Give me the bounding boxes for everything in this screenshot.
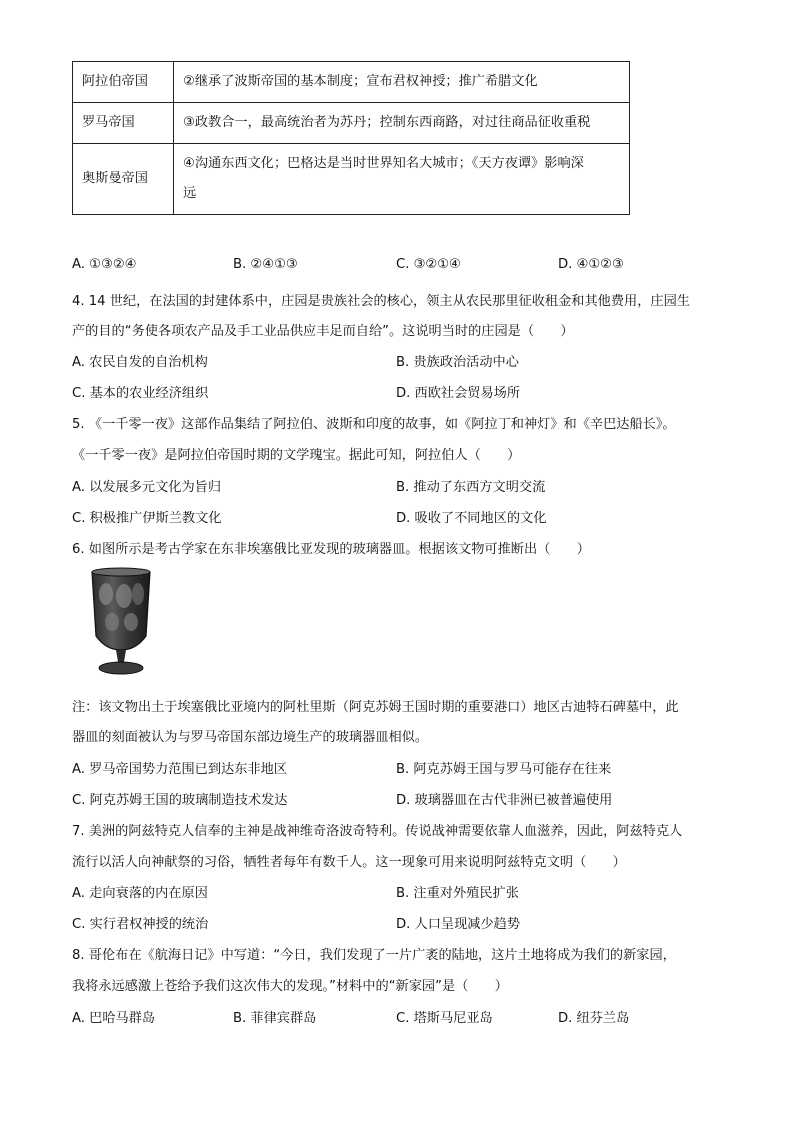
q6-option-b: B. 阿克苏姆王国与罗马可能存在往来 (396, 762, 612, 777)
empire-table (72, 61, 630, 215)
desc-line: 远 (183, 186, 197, 201)
table-cell-empire: 阿拉伯帝国 (73, 62, 174, 103)
q6-option-a: A. 罗马帝国势力范围已到达东非地区 (72, 762, 287, 777)
q8-stem-line2: 我将永远感激上苍给予我们这次伟大的发现。”材料中的“新家园”是（ ） (72, 979, 508, 994)
q5-option-c: C. 积极推广伊斯兰教文化 (72, 511, 222, 526)
q7-option-b: B. 注重对外殖民扩张 (396, 886, 519, 901)
table-cell-desc: ②继承了波斯帝国的基本制度；宣布君权神授；推广希腊文化 (174, 62, 630, 103)
q3-option-d: D. ④①②③ (558, 257, 624, 272)
q7-stem-line1: 7. 美洲的阿兹特克人信奉的主神是战神维奇洛波奇特利。传说战神需要依靠人血滋养，因此，阿兹特克人 (72, 824, 683, 839)
table-row (73, 103, 630, 144)
q8-stem-line1: 8. 哥伦布在《航海日记》中写道：“今日，我们发现了一片广袤的陆地，这片土地将成为我们的新家园， (72, 948, 676, 963)
glass-vessel-image (86, 566, 156, 678)
q6-option-d: D. 玻璃器皿在古代非洲已被普遍使用 (396, 793, 613, 808)
q8-option-a: A. 巴哈马群岛 (72, 1011, 156, 1026)
q7-option-c: C. 实行君权神授的统治 (72, 917, 209, 932)
q3-option-b: B. ②④①③ (233, 257, 298, 272)
q4-option-c: C. 基本的农业经济组织 (72, 386, 209, 401)
table-cell-empire: 奥斯曼帝国 (73, 144, 174, 215)
q4-stem-line1: 4. 14 世纪，在法国的封建体系中，庄园是贵族社会的核心，领主从农民那里征收租金和其他费用，庄园生 (72, 294, 690, 309)
q8-option-d: D. 纽芬兰岛 (558, 1011, 630, 1026)
q8-option-b: B. 菲律宾群岛 (233, 1011, 317, 1026)
q4-option-d: D. 西欧社会贸易场所 (396, 386, 521, 401)
q6-stem: 6. 如图所示是考古学家在东非埃塞俄比亚发现的玻璃器皿。根据该文物可推断出（ ） (72, 542, 590, 557)
q5-stem-line1: 5. 《一千零一夜》这部作品集结了阿拉伯、波斯和印度的故事，如《阿拉丁和神灯》和《辛巴达船长》。 (72, 417, 676, 432)
q5-stem-line2: 《一千零一夜》是阿拉伯帝国时期的文学瑰宝。据此可知，阿拉伯人（ ） (72, 448, 521, 463)
q7-stem-line2: 流行以活人向神献祭的习俗，牺牲者每年有数千人。这一现象可用来说明阿兹特克文明（ ） (72, 855, 626, 870)
table-cell-empire: 罗马帝国 (73, 103, 174, 144)
table-row (73, 144, 630, 215)
q6-option-c: C. 阿克苏姆王国的玻璃制造技术发达 (72, 793, 288, 808)
q4-option-b: B. 贵族政治活动中心 (396, 355, 519, 370)
desc-line: ④沟通东西文化；巴格达是当时世界知名大城市；《天方夜谭》影响深 (183, 156, 584, 171)
table-row (73, 62, 630, 103)
q3-option-a: A. ①③②④ (72, 257, 137, 272)
table-cell-desc (174, 144, 630, 215)
table-cell-desc: ③政教合一，最高统治者为苏丹；控制东西商路，对过往商品征收重税 (174, 103, 630, 144)
q5-option-d: D. 吸收了不同地区的文化 (396, 511, 547, 526)
q5-option-a: A. 以发展多元文化为旨归 (72, 480, 222, 495)
q6-note-line1: 注：该文物出土于埃塞俄比亚境内的阿杜里斯（阿克苏姆王国时期的重要港口）地区古迪特石碑墓中，此 (72, 700, 679, 715)
q7-option-d: D. 人口呈现减少趋势 (396, 917, 521, 932)
q4-stem-line2: 产的目的“务使各项农产品及手工业品供应丰足而自给”。这说明当时的庄园是（ ） (72, 324, 574, 339)
q6-note-line2: 器皿的刻面被认为与罗马帝国东部边境生产的玻璃器皿相似。 (72, 730, 429, 745)
q7-option-a: A. 走向衰落的内在原因 (72, 886, 208, 901)
q4-option-a: A. 农民自发的自治机构 (72, 355, 208, 370)
q8-option-c: C. 塔斯马尼亚岛 (396, 1011, 493, 1026)
q3-option-c: C. ③②①④ (396, 257, 461, 272)
q5-option-b: B. 推动了东西方文明交流 (396, 480, 546, 495)
